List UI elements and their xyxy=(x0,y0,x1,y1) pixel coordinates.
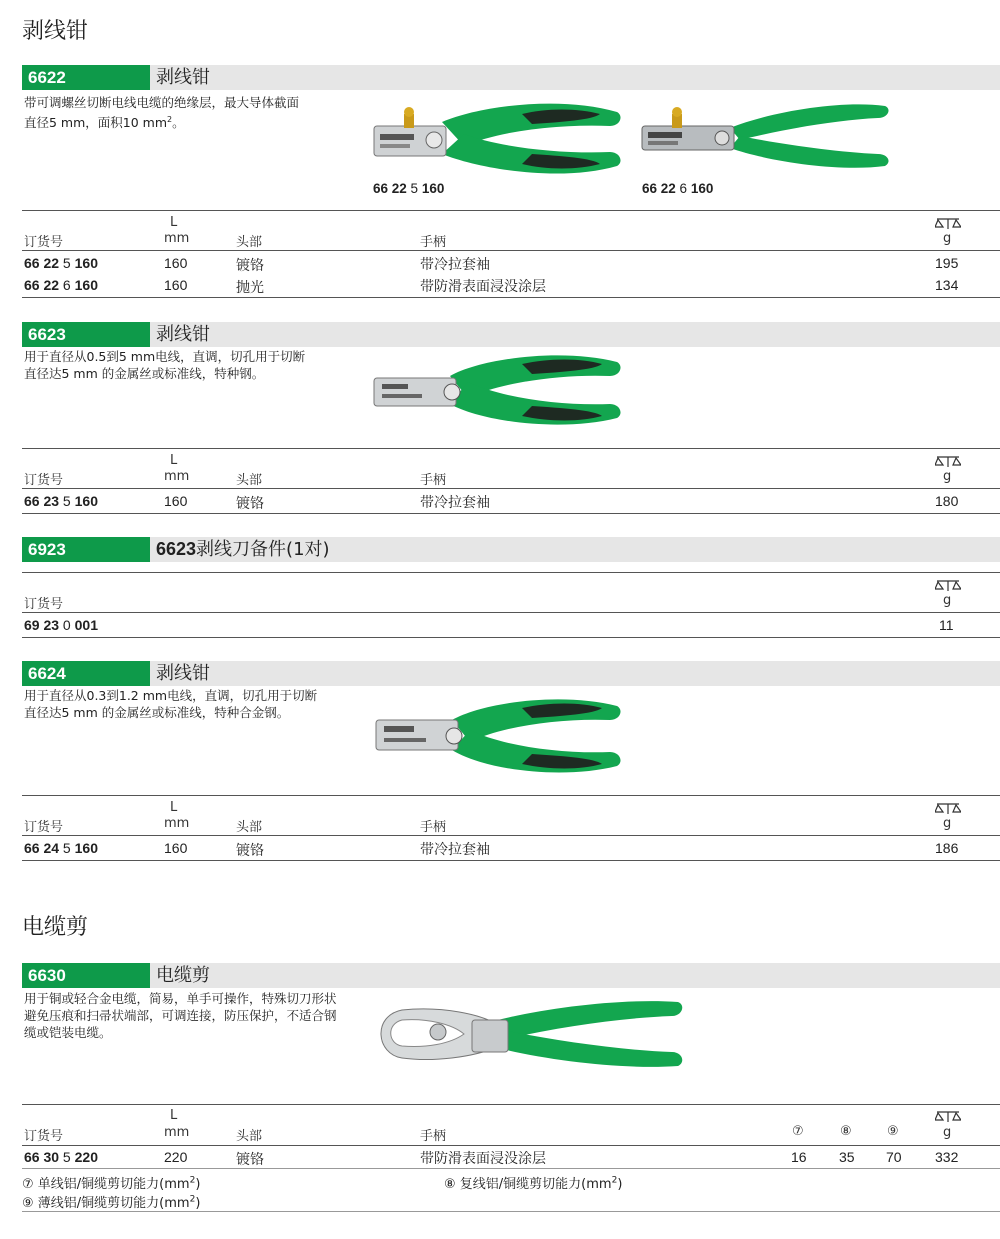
description-line: 带可调螺丝切断电线电缆的绝缘层，最大导体截面 xyxy=(24,95,300,110)
head-cell: 镀铬 xyxy=(236,496,264,512)
wire-stripper-image-6622-5 xyxy=(372,100,622,180)
col-header-weight: g xyxy=(943,593,952,608)
product-number: 6623 xyxy=(22,322,150,347)
table-bottom-rule xyxy=(22,637,1000,638)
image-caption-6622-6: 66 22 6 160 xyxy=(642,181,714,196)
order-number-cell: 66 23 5 160 xyxy=(24,493,98,509)
col-header-order-number: 订货号 xyxy=(24,1129,64,1144)
col-header-order-number: 订货号 xyxy=(24,820,64,835)
product-band-6923 xyxy=(22,537,1000,562)
col-header-weight: g xyxy=(943,1125,952,1140)
length-cell: 160 xyxy=(164,493,188,509)
weight-scale-icon xyxy=(935,455,961,469)
product-description-6623 xyxy=(24,348,324,382)
head-cell: 抛光 xyxy=(236,280,264,296)
length-cell: 160 xyxy=(164,277,188,293)
col-header-fine-wire-capacity: ⑨ xyxy=(887,1124,899,1139)
order-number-cell: 66 24 5 160 xyxy=(24,840,98,856)
length-cell: 160 xyxy=(164,840,188,856)
table-bottom-rule xyxy=(22,513,1000,514)
footnote-single-wire: ⑦ 单线铝/铜缆剪切能力$(mm^2)$ xyxy=(22,1175,201,1192)
col-header-stranded-wire-capacity: ⑧ xyxy=(840,1124,852,1139)
weight-cell: 134 xyxy=(935,277,959,293)
col-header-weight: g xyxy=(943,469,952,484)
product-name: 剥线钳 xyxy=(156,663,210,684)
product-band-6623 xyxy=(22,322,1000,347)
description-line: 用于直径从0.3到1.2 mm电线，直调，切孔用于切断 xyxy=(24,688,318,703)
head-cell: 镀铬 xyxy=(236,843,264,859)
product-number: 6622 xyxy=(22,65,150,90)
table-top-rule xyxy=(22,572,1000,573)
description-line: 用于直径从0.5到5 mm电线，直调，切孔用于切断 xyxy=(24,349,306,364)
col-header-single-wire-capacity: ⑦ xyxy=(792,1124,804,1139)
product-description-6630 xyxy=(24,990,364,1041)
wire-stripper-image-6622-6 xyxy=(640,100,890,180)
col-header-handle: 手柄 xyxy=(420,235,447,250)
table-top-rule xyxy=(22,795,1000,796)
table-bottom-rule xyxy=(22,297,1000,298)
section-title-strippers: 剥线钳 xyxy=(22,19,89,44)
description-line: 直径5 mm，面积10 $mm^2$。 xyxy=(24,115,185,131)
col-header-order-number: 订货号 xyxy=(24,235,64,250)
product-name: 电缆剪 xyxy=(156,965,210,986)
order-number-cell: 66 22 6 160 xyxy=(24,277,98,293)
weight-scale-icon xyxy=(935,1110,961,1124)
image-caption-6622-5: 66 22 5 160 xyxy=(373,181,445,196)
product-band-6622 xyxy=(22,65,1000,90)
cable-cutter-image-6630 xyxy=(372,996,692,1076)
col-header-head: 头部 xyxy=(236,820,263,835)
length-cell: 220 xyxy=(164,1149,188,1165)
table-bottom-rule xyxy=(22,860,1000,861)
stranded-wire-capacity-cell: 35 xyxy=(839,1149,855,1165)
fine-wire-capacity-cell: 70 xyxy=(886,1149,902,1165)
col-header-head: 头部 xyxy=(236,473,263,488)
wire-stripper-image-6623 xyxy=(372,352,622,432)
col-header-length: L xyxy=(170,453,178,468)
header-rule xyxy=(22,250,1000,251)
product-number: 6624 xyxy=(22,661,150,686)
product-name: 6623剥线刀备件(1对) xyxy=(156,539,330,560)
product-number: 6923 xyxy=(22,537,150,562)
product-description-6624 xyxy=(24,687,324,721)
weight-cell: 195 xyxy=(935,255,959,271)
col-header-handle: 手柄 xyxy=(420,820,447,835)
weight-cell: 186 xyxy=(935,840,959,856)
weight-scale-icon xyxy=(935,579,961,593)
handle-cell: 带防滑表面浸没涂层 xyxy=(420,1151,546,1167)
table-top-rule xyxy=(22,1104,1000,1105)
col-header-length: L xyxy=(170,215,178,230)
weight-scale-icon xyxy=(935,217,961,231)
table-top-rule xyxy=(22,448,1000,449)
footnote-stranded-wire: ⑧ 复线铝/铜缆剪切能力$(mm^2)$ xyxy=(444,1175,623,1192)
col-header-length: L xyxy=(170,800,178,815)
col-header-handle: 手柄 xyxy=(420,1129,447,1144)
table-bottom-rule xyxy=(22,1168,1000,1169)
col-header-order-number: 订货号 xyxy=(24,597,64,612)
description-line: 避免压痕和扫帚状端部，可调连接，防压保护，不适合钢 xyxy=(24,1008,337,1023)
product-description-6622 xyxy=(24,94,324,131)
col-header-unit-mm: mm xyxy=(164,816,190,831)
table-top-rule xyxy=(22,210,1000,211)
product-name: 剥线钳 xyxy=(156,324,210,345)
single-wire-capacity-cell: 16 xyxy=(791,1149,807,1165)
weight-cell: 332 xyxy=(935,1149,959,1165)
col-header-weight: g xyxy=(943,231,952,246)
handle-cell: 带防滑表面浸没涂层 xyxy=(420,279,546,295)
product-band-6624 xyxy=(22,661,1000,686)
handle-cell: 带冷拉套袖 xyxy=(420,495,490,511)
product-number: 6630 xyxy=(22,963,150,988)
head-cell: 镀铬 xyxy=(236,258,264,274)
col-header-order-number: 订货号 xyxy=(24,473,64,488)
header-rule xyxy=(22,1145,1000,1146)
col-header-unit-mm: mm xyxy=(164,469,190,484)
footnote-bottom-rule xyxy=(22,1211,1000,1212)
col-header-unit-mm: mm xyxy=(164,231,190,246)
col-header-head: 头部 xyxy=(236,235,263,250)
wire-stripper-image-6624 xyxy=(372,696,622,780)
product-name: 剥线钳 xyxy=(156,67,210,88)
header-rule xyxy=(22,835,1000,836)
weight-cell: 180 xyxy=(935,493,959,509)
description-line: 直径达5 mm 的金属丝或标准线，特种钢。 xyxy=(24,366,265,381)
col-header-weight: g xyxy=(943,816,952,831)
col-header-head: 头部 xyxy=(236,1129,263,1144)
handle-cell: 带冷拉套袖 xyxy=(420,257,490,273)
section-title-cable-cutters: 电缆剪 xyxy=(22,915,89,940)
description-line: 缆或铠装电缆。 xyxy=(24,1025,112,1040)
description-line: 直径达5 mm 的金属丝或标准线，特种合金钢。 xyxy=(24,705,290,720)
order-number-cell: 66 22 5 160 xyxy=(24,255,98,271)
handle-cell: 带冷拉套袖 xyxy=(420,842,490,858)
col-header-unit-mm: mm xyxy=(164,1125,190,1140)
product-band-6630 xyxy=(22,963,1000,988)
length-cell: 160 xyxy=(164,255,188,271)
col-header-handle: 手柄 xyxy=(420,473,447,488)
head-cell: 镀铬 xyxy=(236,1152,264,1168)
col-header-length: L xyxy=(170,1108,178,1123)
order-number-cell: 66 30 5 220 xyxy=(24,1149,98,1165)
header-rule xyxy=(22,612,1000,613)
order-number-cell: 69 23 0 001 xyxy=(24,617,98,633)
header-rule xyxy=(22,488,1000,489)
description-line: 用于铜或轻合金电缆，简易，单手可操作，特殊切刀形状 xyxy=(24,991,337,1006)
weight-cell: 11 xyxy=(939,617,954,633)
weight-scale-icon xyxy=(935,802,961,816)
footnote-fine-wire: ⑨ 薄线铝/铜缆剪切能力$(mm^2)$ xyxy=(22,1194,201,1211)
